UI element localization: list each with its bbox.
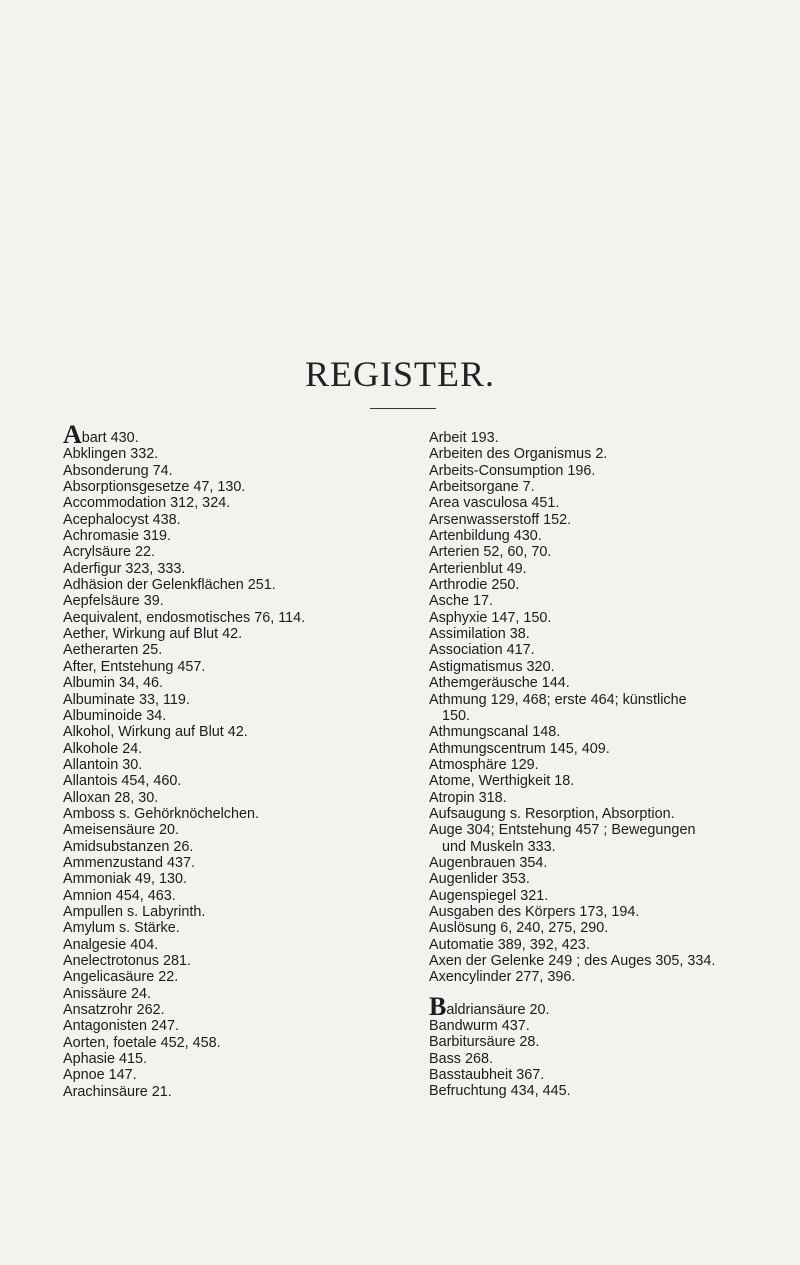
index-entry <box>429 953 774 969</box>
entry-text: Barbitursäure 28. <box>429 1034 540 1051</box>
entry-text: Amnion 454, 463. <box>63 887 176 904</box>
entry-text: Anissäure 24. <box>63 985 151 1002</box>
entry-text: After, Entstehung 457. <box>63 658 206 675</box>
entry-text: Assimilation 38. <box>429 626 530 643</box>
entry-text: Acephalocyst 438. <box>63 511 181 528</box>
index-entry <box>63 741 363 757</box>
entry-text: Arbeitsorgane 7. <box>429 479 535 496</box>
entry-text: Antagonisten 247. <box>63 1018 180 1035</box>
index-entry <box>429 479 774 495</box>
entry-text: Asche 17. <box>429 593 493 610</box>
entry-text: Alloxan 28, 30. <box>63 789 159 806</box>
index-entry <box>429 871 774 887</box>
entry-text: bart 430. <box>81 430 139 446</box>
index-entry <box>63 904 363 920</box>
entry-text: Automatie 389, 392, 423. <box>429 936 590 953</box>
entry-text: Amboss s. Gehörknöchelchen. <box>63 805 259 822</box>
entry-text: Abklingen 332. <box>63 446 159 463</box>
entry-text: Association 417. <box>429 642 535 659</box>
index-entry <box>429 561 774 577</box>
index-entry <box>63 626 363 642</box>
index-entry <box>63 512 363 528</box>
entry-text: Basstaubheit 367. <box>429 1067 545 1084</box>
entry-text: Apnoe 147. <box>63 1067 137 1084</box>
entry-text: Alkohol, Wirkung auf Blut 42. <box>63 724 248 741</box>
entry-text: Atome, Werthigkeit 18. <box>429 773 575 790</box>
index-entry <box>63 1067 363 1083</box>
entry-text: Augenlider 353. <box>429 871 530 888</box>
entry-text: Aetherarten 25. <box>63 642 163 659</box>
index-entry <box>429 446 774 462</box>
index-entry <box>429 1067 774 1083</box>
index-entry <box>429 577 774 593</box>
entry-text: aldriansäure 20. <box>446 1001 550 1018</box>
entry-text: Befruchtung 434, 445. <box>429 1083 571 1100</box>
index-column-right <box>429 430 774 1100</box>
index-entry <box>63 986 363 1002</box>
index-entry <box>63 855 363 871</box>
index-entry <box>429 512 774 528</box>
index-entry <box>63 806 363 822</box>
entry-text: Arachinsäure 21. <box>63 1083 172 1100</box>
entry-text: Atropin 318. <box>429 789 507 806</box>
entry-text: Auslösung 6, 240, 275, 290. <box>429 920 609 937</box>
index-entry <box>63 773 363 789</box>
entry-text: Allantoin 30. <box>63 756 143 773</box>
index-entry <box>63 659 363 675</box>
entry-text: Athmungscentrum 145, 409. <box>429 740 610 757</box>
index-entry <box>429 528 774 544</box>
entry-text: Augenspiegel 321. <box>429 887 549 904</box>
index-entry <box>63 920 363 936</box>
entry-text: Aorten, foetale 452, 458. <box>63 1034 221 1051</box>
index-entry <box>63 1035 363 1051</box>
index-entry <box>63 463 363 479</box>
index-entry <box>429 495 774 511</box>
index-entry <box>63 888 363 904</box>
entry-text: Albumin 34, 46. <box>63 675 163 692</box>
entry-text: Bandwurm 437. <box>429 1018 530 1035</box>
index-entry <box>429 692 774 725</box>
index-entry <box>63 675 363 691</box>
entry-text: Athmung 129, 468; erste 464; künstliche <box>429 691 687 708</box>
entry-text: Area vasculosa 451. <box>429 495 560 512</box>
entry-text: Absorptionsgesetze 47, 130. <box>63 479 246 496</box>
index-entry <box>429 937 774 953</box>
entry-text: Axencylinder 277, 396. <box>429 969 576 986</box>
index-entry <box>429 610 774 626</box>
index-entry <box>63 692 363 708</box>
entry-text: Arbeits-Consumption 196. <box>429 462 596 479</box>
title-rule <box>370 408 436 409</box>
index-entry <box>63 479 363 495</box>
index-column-left <box>63 420 363 1100</box>
entry-text: Analgesie 404. <box>63 936 159 953</box>
entry-text: Alkohole 24. <box>63 740 143 757</box>
entry-continuation: 150. <box>442 707 471 724</box>
index-entry <box>429 822 774 855</box>
index-entry <box>63 1018 363 1034</box>
index-entry <box>63 544 363 560</box>
index-entry <box>429 626 774 642</box>
entry-text: Achromasie 319. <box>63 528 171 545</box>
index-entry <box>63 790 363 806</box>
index-entry <box>63 969 363 985</box>
entry-text: Axen der Gelenke 249 ; des Auges 305, 334. <box>429 953 716 969</box>
entry-text: Artenbildung 430. <box>429 528 542 545</box>
index-entry <box>63 708 363 724</box>
entry-text: Albuminate 33, 119. <box>63 691 190 708</box>
entry-text: Astigmatismus 320. <box>429 658 555 675</box>
index-entry <box>63 724 363 740</box>
index-entry <box>429 544 774 560</box>
entry-text: Aphasie 415. <box>63 1051 148 1068</box>
entry-text: Absonderung 74. <box>63 462 173 479</box>
index-entry <box>429 888 774 904</box>
index-entry <box>429 463 774 479</box>
index-entry <box>429 1034 774 1050</box>
index-entry <box>429 593 774 609</box>
index-entry <box>429 757 774 773</box>
index-entry <box>429 642 774 658</box>
entry-continuation: und Muskeln 333. <box>442 838 556 855</box>
entry-text: Ammoniak 49, 130. <box>63 871 187 888</box>
index-entry <box>429 806 774 822</box>
index-entry <box>63 446 363 462</box>
index-entry <box>63 1051 363 1067</box>
entry-text: Arbeiten des Organismus 2. <box>429 446 608 463</box>
index-entry <box>429 969 774 985</box>
index-entry <box>429 1083 774 1099</box>
index-entry <box>63 839 363 855</box>
index-entry <box>429 790 774 806</box>
index-entry <box>429 430 774 446</box>
index-entry <box>63 871 363 887</box>
entry-text: Albuminoide 34. <box>63 707 167 724</box>
index-entry <box>429 991 774 1021</box>
entry-text: Ameisensäure 20. <box>63 822 179 839</box>
entry-text: Athemgeräusche 144. <box>429 675 570 692</box>
entry-text: Arterien 52, 60, 70. <box>429 544 552 561</box>
index-entry <box>63 420 363 449</box>
entry-text: Auge 304; Entstehung 457 ; Bewegungen <box>429 822 696 839</box>
index-entry <box>63 953 363 969</box>
entry-text: Adhäsion der Gelenkflächen 251. <box>63 577 276 594</box>
entry-text: Aequivalent, endosmotisches 76, 114. <box>63 609 306 626</box>
entry-text: Ausgaben des Körpers 173, 194. <box>429 903 640 920</box>
entry-text: Allantois 454, 460. <box>63 773 182 790</box>
entry-text: Acrylsäure 22. <box>63 544 155 561</box>
entry-text: Angelicasäure 22. <box>63 969 179 986</box>
index-entry <box>63 577 363 593</box>
entry-text: Accommodation 312, 324. <box>63 495 231 512</box>
index-entry <box>63 937 363 953</box>
section-gap <box>429 986 774 1002</box>
entry-text: Amylum s. Stärke. <box>63 920 180 937</box>
index-entry <box>429 904 774 920</box>
index-entry <box>63 610 363 626</box>
entry-text: Aether, Wirkung auf Blut 42. <box>63 626 243 643</box>
entry-text: Augenbrauen 354. <box>429 854 548 871</box>
index-entry <box>63 757 363 773</box>
section-initial: B <box>429 991 447 1021</box>
index-entry <box>63 1084 363 1100</box>
entry-text: Bass 268. <box>429 1050 493 1067</box>
index-entry <box>63 528 363 544</box>
index-entry <box>429 920 774 936</box>
entry-text: Arsenwasserstoff 152. <box>429 511 572 528</box>
entry-text: Aepfelsäure 39. <box>63 593 164 610</box>
index-entry <box>429 1018 774 1034</box>
index-entry <box>429 659 774 675</box>
entry-text: Arbeit 193. <box>429 430 499 446</box>
index-entry <box>429 675 774 691</box>
entry-text: Arthrodie 250. <box>429 577 520 594</box>
entry-text: Aufsaugung s. Resorption, Absorption. <box>429 805 675 822</box>
entry-text: Athmungscanal 148. <box>429 724 561 741</box>
entry-text: Arterienblut 49. <box>429 560 527 577</box>
index-entry <box>429 773 774 789</box>
index-entry <box>63 561 363 577</box>
entry-text: Ampullen s. Labyrinth. <box>63 903 206 920</box>
index-entry <box>429 724 774 740</box>
index-entry <box>429 855 774 871</box>
entry-text: Asphyxie 147, 150. <box>429 609 552 626</box>
entry-text: Aderfigur 323, 333. <box>63 560 186 577</box>
index-entry <box>63 642 363 658</box>
entry-text: Atmosphäre 129. <box>429 756 539 773</box>
entry-text: Anelectrotonus 281. <box>63 953 192 969</box>
index-entry <box>429 741 774 757</box>
entry-text: Ansatzrohr 262. <box>63 1002 165 1019</box>
entry-text: Amidsubstanzen 26. <box>63 838 194 855</box>
page-title: REGISTER. <box>304 354 495 394</box>
index-entry <box>63 593 363 609</box>
entry-text: Ammenzustand 437. <box>63 854 195 871</box>
index-entry <box>63 822 363 838</box>
index-entry <box>63 495 363 511</box>
index-entry <box>429 1051 774 1067</box>
section-initial: A <box>63 420 82 449</box>
index-entry <box>63 1002 363 1018</box>
